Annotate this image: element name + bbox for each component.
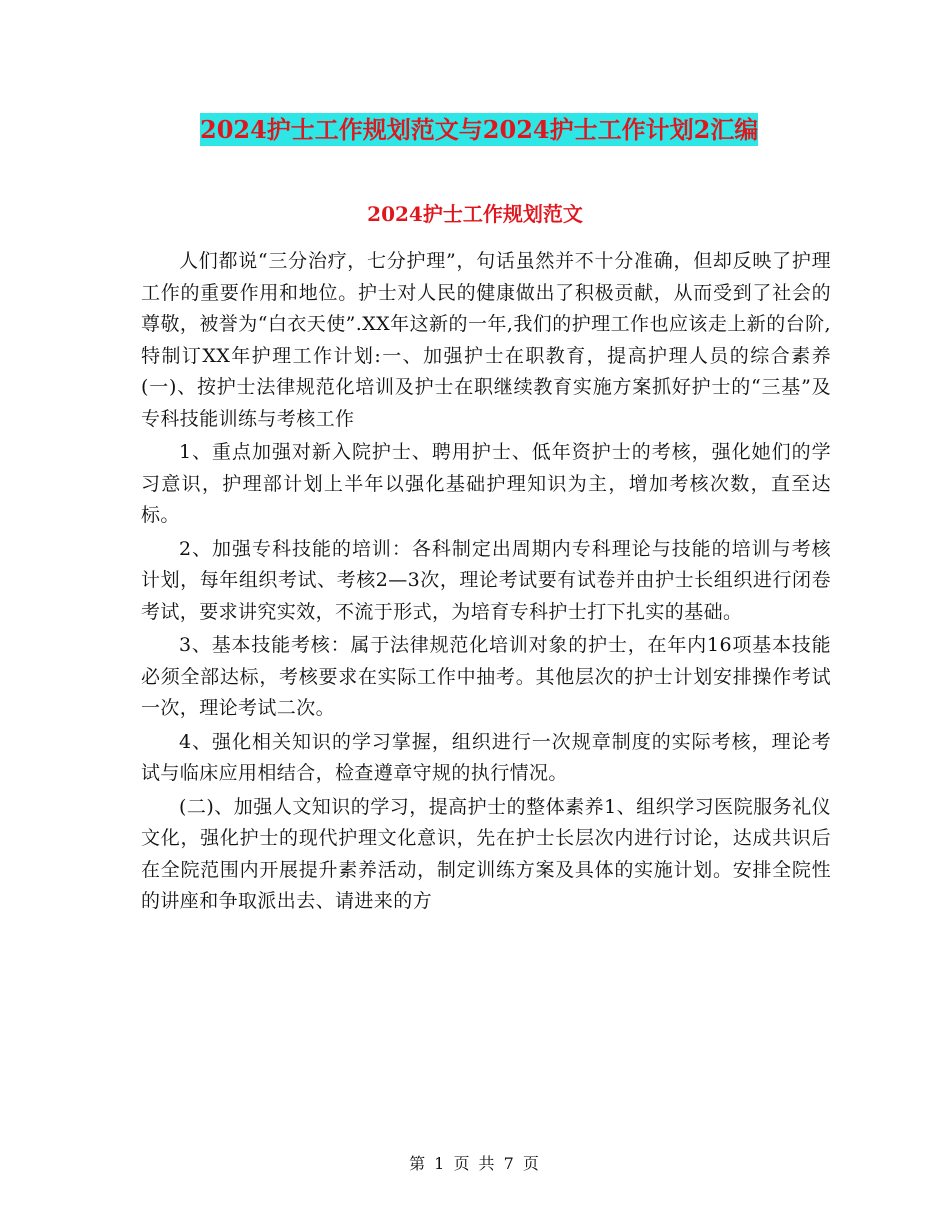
section-title: 2024护士工作规划范文 bbox=[367, 202, 583, 226]
paragraph-item-2: 2、加强专科技能的培训：各科制定出周期内专科理论与技能的培训与考核计划，每年组织考试、考核2—3次，理论考试要有试卷并由护士长组织进行闭卷考试，要求讲究实效，不流于形式，为培育专科护士打下扎实的基础。 bbox=[141, 537, 831, 623]
paragraph-item-1: 1、重点加强对新入院护士、聘用护士、低年资护士的考核，强化她们的学习意识，护理部计划上半年以强化基础护理知识为主，增加考核次数，直至达标。 bbox=[141, 441, 831, 526]
document-title-highlight: 2024护士工作规划范文与2024护士工作计划2汇编 bbox=[200, 115, 759, 144]
page-footer: 第 1 页 共 7 页 bbox=[409, 1154, 541, 1173]
paragraph-section-2: (二)、加强人文知识的学习，提高护士的整体素养1、组织学习医院服务礼仪文化，强化护士的现代护理文化意识，先在护士长层次内进行讨论，达成共识后在全院范围内开展提升素养活动，制定训练方案及具体的实施计划。安排全院性的讲座和争取派出去、请进来的方 bbox=[141, 795, 831, 912]
paragraph-intro: 人们都说“三分治疗，七分护理”，句话虽然并不十分准确，但却反映了护理工作的重要作用和地位。护士对人民的健康做出了积极贡献，从而受到了社会的尊敬，被誉为“白衣天使”.XX年这新的一年,我们的护理工作也应该走上新的台阶,特制订XX年护理工作计划:一、加强护士在职教育，提高护理人员的综合素养(一)、按护士法律规范化培训及护士在职继续教育实施方案抓好护士的“三基”及专科技能训练与考核工作 bbox=[141, 250, 831, 430]
paragraph-item-4: 4、强化相关知识的学习掌握，组织进行一次规章制度的实际考核，理论考试与临床应用相结合，检查遵章守规的执行情况。 bbox=[141, 730, 831, 784]
document-title bbox=[200, 110, 800, 150]
paragraph-item-3: 3、基本技能考核：属于法律规范化培训对象的护士，在年内16项基本技能必须全部达标，考核要求在实际工作中抽考。其他层次的护士计划安排操作考试一次，理论考试二次。 bbox=[141, 634, 831, 719]
document-body bbox=[141, 246, 831, 920]
